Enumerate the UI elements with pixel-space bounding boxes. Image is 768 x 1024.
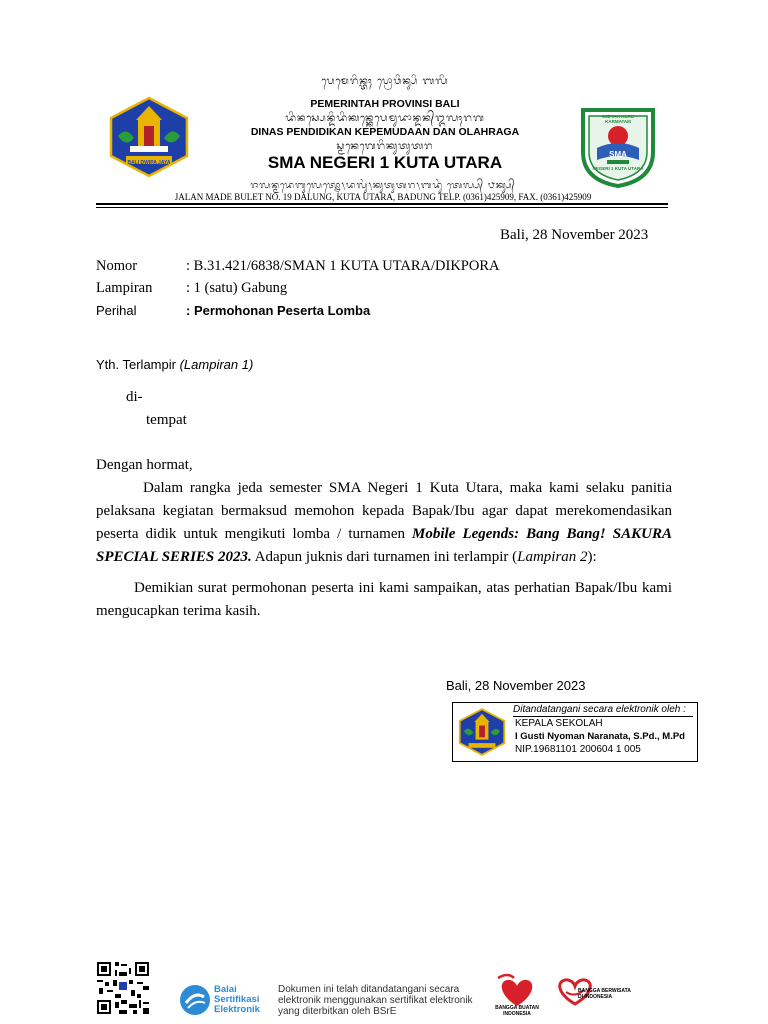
school-logo-name: NEGERI 1 KUTA UTARA	[592, 166, 644, 171]
e-sign-disclaimer: Dokumen ini telah ditandatangani secara elektronik menggunakan sertifikat elektronik yang diterbitkan oleh BSrE	[278, 984, 473, 1017]
signer-nip: NIP.19681101 200604 1 005	[515, 744, 641, 755]
paragraph-text: Dalam rangka jeda semester SMA Negeri 1 Kuta Utara, maka kami selaku panitia pelaksana kegiatan bermaksud memohon kepada Bapak/Ibu agar dapat merekomendasikan peserta didik untuk mengikuti lomba / turnamen	[96, 480, 672, 542]
bsre-line: Balai	[214, 984, 237, 995]
bangga-buatan-indonesia-text: BANGGA BUATAN INDONESIA	[495, 1005, 539, 1017]
bsre-logo-icon	[178, 983, 212, 1017]
bsre-logo-text	[214, 985, 260, 1015]
department-name: DINAS PENDIDIKAN KEPEMUDAAN DAN OLAHRAGA	[250, 126, 520, 138]
bali-logo-ribbon: BALI DWIPA JAYA	[127, 160, 171, 166]
balinese-department: ᬤᬶᬦᬲ᭄ᬧᬾᬦ᭄ᬤᬶᬤᬶᬓᬦ᭄ᬓᬾᬧᬾᬫᬸᬤᬵᬦ᭄ᬤᬦ᭄ᬑᬮᬄᬭᬕ	[285, 113, 485, 124]
province-name: PEMERINTAH PROVINSI BALI	[310, 98, 460, 110]
balinese-province: ᬧᬾᬫᬾᬭᬶᬦ᭄ᬢᬄ ᬧ᭄ᬭᭀᬯᬶᬦ᭄ᬲᬶ ᬩᬮᬶ	[321, 76, 449, 87]
meta-label: Perihal	[96, 303, 137, 318]
bsre-line: Sertifikasi	[214, 994, 260, 1005]
event-name: Mobile Legends: Bang Bang! SAKURA SPECIAL SERIES 2023.	[96, 526, 673, 565]
recipient-di: di-	[126, 389, 143, 405]
meta-nomor	[0, 258, 768, 280]
verification-qr-code	[95, 960, 151, 1016]
body-paragraph-1	[96, 477, 672, 569]
meta-value: : Permohonan Peserta Lomba	[186, 303, 371, 318]
e-signature-box	[452, 702, 698, 762]
recipient-line	[96, 357, 253, 372]
meta-label: Lampiran	[96, 280, 153, 296]
signature-date: Bali, 28 November 2023	[446, 678, 586, 693]
body-paragraph-2: Demikian surat permohonan peserta ini kami sampaikan, atas perhatian Bapak/Ibu kami mengucapkan terima kasih.	[96, 580, 672, 619]
paragraph-text: Adapun juknis dari turnamen ini terlampir (	[251, 549, 518, 565]
bsre-line: Elektronik	[214, 1004, 260, 1015]
letter-date: Bali, 28 November 2023	[500, 227, 649, 243]
paragraph-text: ):	[587, 549, 597, 565]
meta-value: : 1 (satu) Gabung	[186, 280, 288, 296]
balinese-address: ᬚᬮᬦ᭄ᬫᬤᬾᬩᬸᬮᬾᬢ᭄ᬦᭀ᭞ᬤᬮᬸᬂ᭞ᬓᬸᬢᬸᬢᬭ᭞ᬩᬤᬸᬂ ᬢᬾᬮ᭄ᬧ᭄ ᬨᬓ᭄ᬲ᭄	[250, 181, 516, 191]
signer-position: KEPALA SEKOLAH	[515, 718, 603, 729]
meta-value: : B.31.421/6838/SMAN 1 KUTA UTARA/DIKPORA	[186, 258, 500, 274]
signer-name: I Gusti Nyoman Naranata, S.Pd., M.Pd	[515, 731, 685, 742]
meta-lampiran	[0, 280, 768, 302]
header-divider-thin	[96, 207, 668, 208]
recipient-yth: Yth. Terlampir	[96, 357, 176, 372]
header-divider	[96, 203, 668, 205]
signature-logo	[457, 708, 507, 756]
school-address: JALAN MADE BULET NO. 19 DALUNG, KUTA UTARA, BADUNG TELP. (0361)425909, FAX. (0361)425909	[174, 192, 592, 202]
recipient-tempat: tempat	[146, 412, 187, 428]
balinese-school: ᬲ᭄ᬫᬦᬾᬕᬾᬭᬶᬓᬸᬢᬸᬢᬭ	[336, 141, 434, 152]
bangga-berwisata-indonesia-text: BANGGA BERWISATA DI INDONESIA	[578, 988, 631, 1000]
school-logo-motto: WIDYAH KURU KARMATAM	[601, 114, 635, 124]
attachment-ref: Lampiran 2	[517, 549, 588, 565]
greeting: Dengan hormat,	[96, 457, 193, 473]
recipient-lampiran: (Lampiran 1)	[179, 357, 254, 372]
meta-label: Nomor	[96, 258, 138, 274]
signed-electronically-label: Ditandatangani secara elektronik oleh :	[513, 704, 693, 717]
school-name: SMA NEGERI 1 KUTA UTARA	[267, 153, 503, 172]
meta-perihal	[0, 303, 768, 325]
school-logo-sma: SMA	[609, 150, 627, 159]
